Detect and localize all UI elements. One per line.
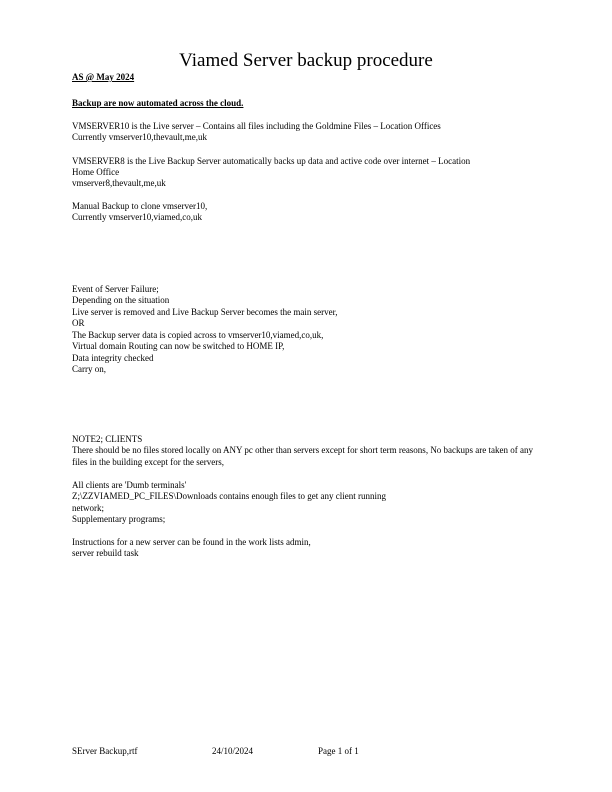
automation-note: Backup are now automated across the cloud. [72, 98, 244, 108]
instructions-line: Instructions for a new server can be found in the work lists admin, [72, 537, 311, 547]
clients-heading: NOTE2; CLIENTS [72, 434, 143, 444]
footer-date: 24/10/2024 [212, 746, 254, 756]
failure-heading: Event of Server Failure; [72, 284, 159, 294]
failure-step: Depending on the situation [72, 295, 170, 305]
clients-line: Z;\ZZVIAMED_PC_FILES\Downloads contains enough files to get any client running [72, 491, 386, 501]
manual-backup-current: Currently vmserver10,viamed,co,uk [72, 212, 202, 222]
failure-step: The Backup server data is copied across to vmserver10,viamed,co,uk, [72, 330, 324, 340]
manual-backup-line: Manual Backup to clone vmserver10, [72, 201, 208, 211]
clients-paragraph: There should be no files stored locally on ANY pc other than servers except for short term reasons, No backups are taken of any files in the building except for the servers, [72, 445, 534, 467]
footer-filename: SErver Backup,rtf [72, 746, 138, 756]
failure-step: Virtual domain Routing can now be switched to HOME IP, [72, 341, 285, 351]
document-title: Viamed Server backup procedure [179, 50, 433, 71]
instructions-line: server rebuild task [72, 548, 139, 558]
failure-step: Carry on, [72, 364, 106, 374]
author-date-line: AS @ May 2024 [72, 72, 135, 82]
vmserver10-current: Currently vmserver10,thevault,me,uk [72, 132, 207, 142]
clients-line: All clients are 'Dumb terminals' [72, 480, 187, 490]
vmserver8-description: VMSERVER8 is the Live Backup Server automatically backs up data and active code over internet – Location [72, 156, 471, 166]
vmserver8-address: vmserver8,thevault,me,uk [72, 178, 166, 188]
clients-line: Supplementary programs; [72, 514, 166, 524]
failure-step: OR [72, 318, 85, 328]
footer-page-number: Page 1 of 1 [318, 746, 359, 756]
clients-line: network; [72, 503, 104, 513]
failure-step: Data integrity checked [72, 353, 154, 363]
vmserver8-location: Home Office [72, 167, 120, 177]
failure-step: Live server is removed and Live Backup Server becomes the main server, [72, 307, 338, 317]
vmserver10-description: VMSERVER10 is the Live server – Contains all files including the Goldmine Files – Location Offices [72, 121, 441, 131]
